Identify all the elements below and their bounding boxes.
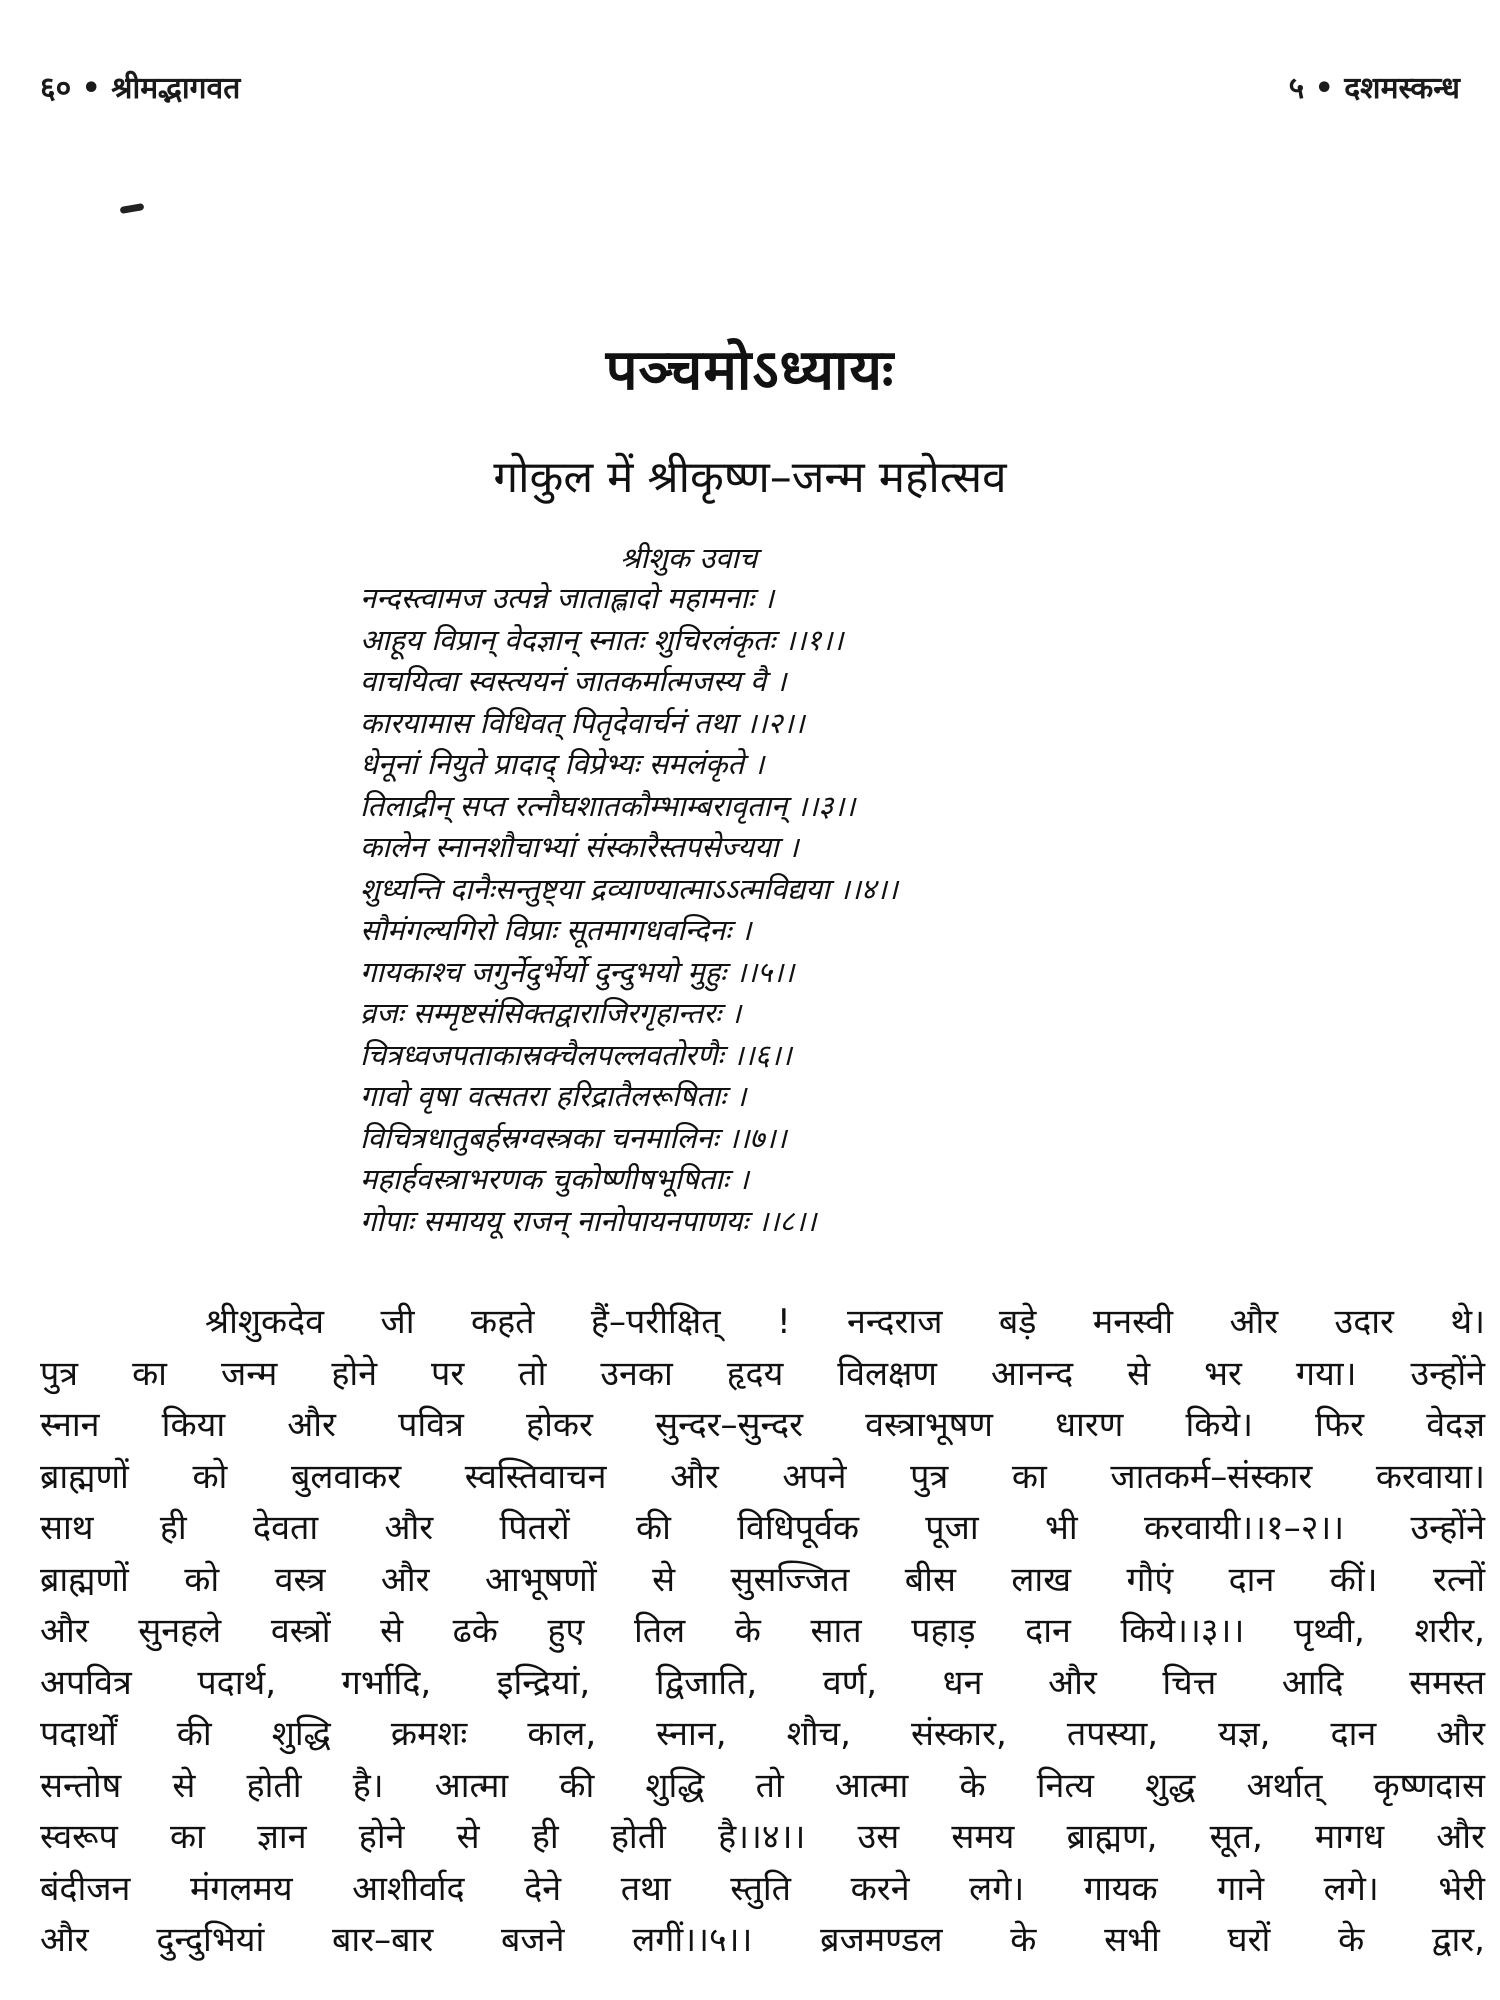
prose-line: पुत्र का जन्म होने पर तो उनका हृदय विलक्षण आनन्द से भर गया। उन्होंने xyxy=(40,1353,1485,1394)
verse-line: नन्दस्त्वामज उत्पन्ने जाताह्लादो महामनाः । xyxy=(360,581,775,615)
verse-line: गायकाश्च जगुर्नेदुर्भेर्यो दुन्दुभयो मुहुः ।।५।। xyxy=(360,954,795,989)
sanskrit-verse-block xyxy=(360,578,1360,1242)
verse-line: सौमंगल्यगिरो विप्राः सूतमागधवन्दिनः । xyxy=(360,913,752,947)
verse-line: विचित्रधातुबर्हस्रग्वस्त्रका चनमालिनः ।।७।। xyxy=(360,1120,787,1155)
verse-line: महार्हवस्त्राभरणक चुकोष्णीषभूषिताः । xyxy=(360,1162,749,1196)
verse-line: आहूय विप्रान् वेदज्ञान् स्नातः शुचिरलंकृतः ।।१।। xyxy=(360,622,844,657)
running-head-left: ६० • श्रीमद्भागवत xyxy=(40,71,241,106)
verse-line: गोपाः समाययू राजन् नानोपायनपाणयः ।।८।। xyxy=(360,1203,817,1238)
verse-line: कारयामास विधिवत् पितृदेवार्चनं तथा ।।२।। xyxy=(360,705,805,740)
prose-line: बंदीजन मंगलमय आशीर्वाद देने तथा स्तुति करने लगे। गायक गाने लगे। भेरी xyxy=(40,1868,1485,1909)
prose-line: ब्राह्मणों को वस्त्र और आभूषणों से सुसज्जित बीस लाख गौएं दान कीं। रत्नों xyxy=(40,1559,1485,1600)
verse-line: व्रजः सम्मृष्टसंसिक्तद्वाराजिरगृहान्तरः । xyxy=(360,996,742,1030)
prose-line: और दुन्दुभियां बार–बार बजने लगीं।।५।। ब्रजमण्डल के सभी घरों के द्वार, xyxy=(40,1920,1485,1960)
verse-line: चित्रध्वजपताकास्रक्चैलपल्लवतोरणैः ।।६।। xyxy=(360,1037,792,1072)
prose-line: स्नान किया और पवित्र होकर सुन्दर–सुन्दर वस्त्राभूषण धारण किये। फिर वेदज्ञ xyxy=(40,1405,1485,1445)
verse-speaker: श्रीशुक उवाच xyxy=(620,541,758,575)
verse-line: तिलाद्रीन् सप्त रत्नौघशातकौम्भाम्बरावृतान् ।।३।। xyxy=(360,788,856,823)
verse-line: कालेन स्नानशौचाभ्यां संस्कारैस्तपसेज्यया । xyxy=(360,830,799,864)
chapter-subtitle: गोकुल में श्रीकृष्ण–जन्म महोत्सव xyxy=(493,452,1007,503)
prose-line: पदार्थों की शुद्धि क्रमशः काल, स्नान, शौच, संस्कार, तपस्या, यज्ञ, दान और xyxy=(40,1714,1485,1754)
verse-line: शुध्यन्ति दानैःसन्तुष्ट्या द्रव्याण्यात्माऽऽत्मविद्यया ।।४।। xyxy=(360,871,898,906)
prose-line: अपवित्र पदार्थ, गर्भादि, इन्द्रियां, द्विजाति, वर्ण, धन और चित्त आदि समस्त xyxy=(40,1662,1485,1703)
verse-line: गावो वृषा वत्सतरा हरिद्रातैलरूषिताः । xyxy=(360,1079,747,1113)
prose-line: साथ ही देवता और पितरों की विधिपूर्वक पूजा भी करवायी।।१–२।। उन्होंने xyxy=(40,1508,1485,1548)
prose-line: सन्तोष से होती है। आत्मा की शुद्धि तो आत्मा के नित्य शुद्ध अर्थात् कृष्णदास xyxy=(40,1765,1485,1806)
verse-line: धेनूनां नियुते प्रादाद् विप्रेभ्यः समलंकृते । xyxy=(360,747,765,781)
prose-line: और सुनहले वस्त्रों से ढके हुए तिल के सात पहाड़ दान किये।।३।। पृथ्वी, शरीर, xyxy=(40,1611,1485,1651)
prose-line: ब्राह्मणों को बुलवाकर स्वस्तिवाचन और अपने पुत्र का जातकर्म–संस्कार करवाया। xyxy=(40,1456,1485,1497)
ink-blot-mark xyxy=(120,203,145,214)
verse-line: वाचयित्वा स्वस्त्ययनं जातकर्मात्मजस्य वै । xyxy=(360,664,787,698)
running-head-right: ५ • दशमस्कन्ध xyxy=(1288,71,1460,106)
prose-line: स्वरूप का ज्ञान होने से ही होती है।।४।। उस समय ब्राह्मण, सूत, मागध और xyxy=(40,1817,1485,1857)
running-head xyxy=(40,66,1460,116)
chapter-title: पञ्चमोऽध्यायः xyxy=(605,338,895,403)
hindi-translation-paragraph xyxy=(40,1297,1485,1967)
prose-line: श्रीशुकदेव जी कहते हैं–परीक्षित् ! नन्दराज बड़े मनस्वी और उदार थे। xyxy=(205,1302,1485,1342)
